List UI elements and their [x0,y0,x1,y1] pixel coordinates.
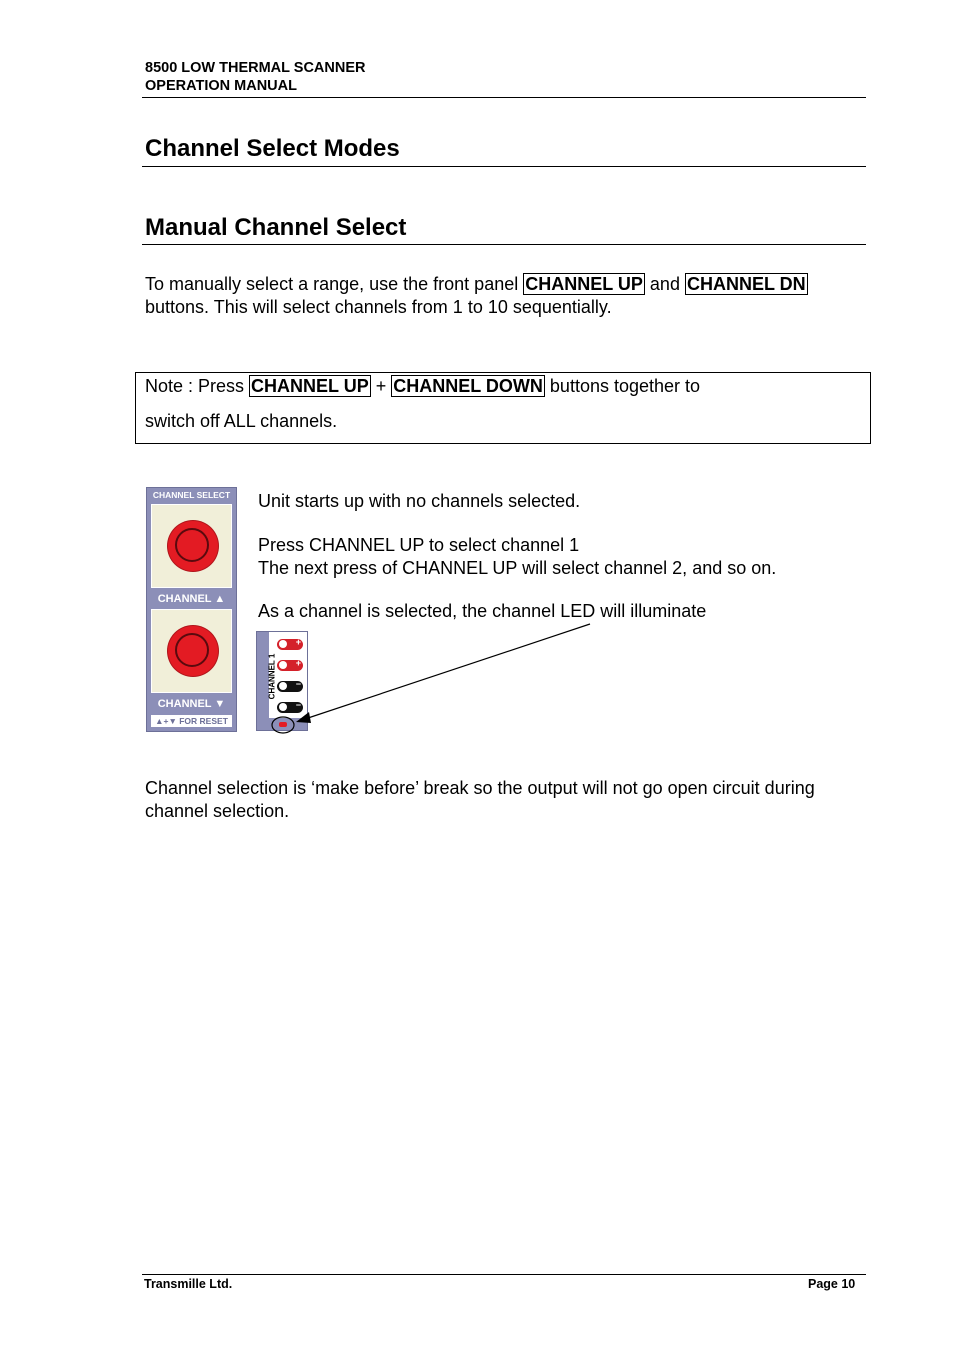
footer-company: Transmille Ltd. [144,1277,233,1291]
arrow-head-icon [296,712,311,723]
terminal-post-icon: − [277,702,303,713]
heading-manual-channel-select: Manual Channel Select [145,214,407,241]
terminal-post-icon: + [277,660,303,671]
panel-down-label: CHANNEL ▼ [157,698,226,710]
step-1: Unit starts up with no channels selected. [258,491,581,511]
note-text: Note : Press [145,376,250,396]
panel-title: CHANNEL SELECT [152,490,231,500]
step-2-line-1: Press CHANNEL UP to select channel 1 [258,535,580,555]
step-2 [258,534,776,580]
panel-reset-label: ▲+▼ FOR RESET [155,716,228,726]
intro-text: buttons. This will select channels from 1 to 10 sequentially. [145,297,612,317]
channel-up-label: CHANNEL UP [251,376,369,396]
intro-text: To manually select a range, use the front panel [145,274,524,294]
note-text: + [370,376,392,396]
channel-dn-label: CHANNEL DN [686,274,806,294]
closing-line-1: Channel selection is ‘make before’ break so the output will not go open circuit during [145,778,815,798]
terminal-post-icon: + [277,639,303,650]
terminal-post-icon: − [277,681,303,692]
header-title: 8500 LOW THERMAL SCANNER [145,60,366,76]
heading-channel-select-modes: Channel Select Modes [145,135,400,162]
footer-rule [142,1274,866,1275]
closing-paragraph [145,777,815,823]
channel-down-label: CHANNEL DOWN [393,376,543,396]
step-2-line-2: The next press of CHANNEL UP will select channel 2, and so on. [258,558,777,578]
arrow-line [302,624,590,720]
intro-text: and [644,274,685,294]
panel-up-label: CHANNEL ▲ [157,593,226,605]
footer-page-number: Page 10 [808,1277,856,1291]
terminal-label: CHANNEL 1 [267,653,277,700]
note-line-2: switch off ALL channels. [145,411,338,431]
step-3: As a channel is selected, the channel LED will illuminate [258,601,707,621]
header-subtitle: OPERATION MANUAL [145,78,297,94]
closing-line-2: channel selection. [145,801,290,821]
led-highlight-circle [272,717,294,733]
note-text: buttons together to [544,376,701,396]
channel-up-label: CHANNEL UP [525,274,643,294]
